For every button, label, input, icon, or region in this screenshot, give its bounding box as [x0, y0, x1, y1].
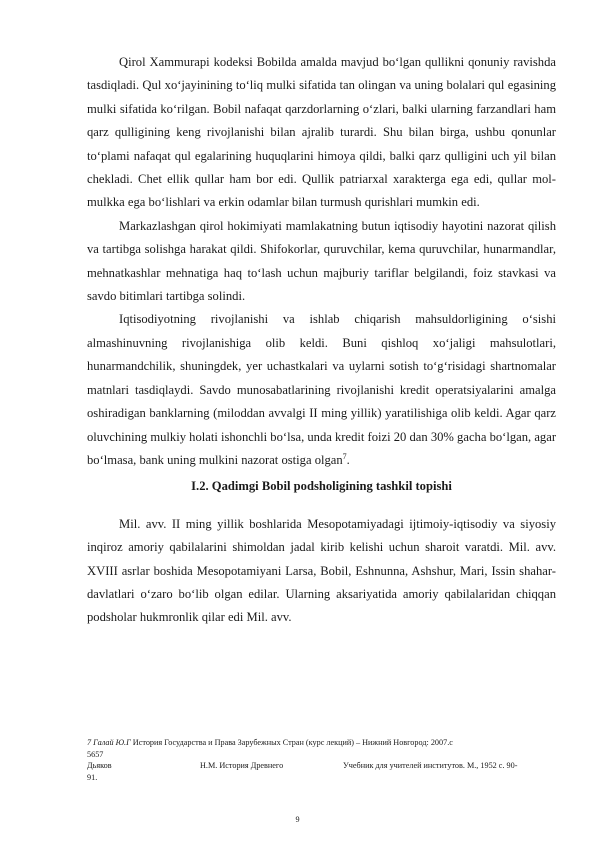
footnote-author-2: Дьяков	[87, 761, 112, 770]
paragraph-3-text: Iqtisodiyotning rivojlanishi va ishlab chiqarish mahsuldorligining o‘sishi almashinuvning rivojlanishiga olib keldi. Buni qishloq xo‘jaligi mahsulotlari, hunarmandchilik, shuningdek, yer uchastkalari va uylarni sotish to‘g‘risidagi shartnomalar matnlari tasdiqlaydi. Savdo munosabatlarining rivojlanishi kredit operatsiyalarini amalga oshiradigan banklarning (miloddan avvalgi II ming yillik) yaratilishiga olib keldi. Agar qarz oluvchining mulkiy holati ishonchli bo‘lsa, unda kredit foizi 20 dan 30% gacha bo‘lgan, agar bo‘lmasa, bank uning mulkini nazorat ostiga olgan	[87, 312, 557, 467]
footnote-reference-row	[87, 760, 556, 772]
footnote-author: Галай Ю.Г	[93, 738, 131, 747]
paragraph-3	[87, 308, 556, 472]
section-heading: I.2. Qadimgi Bobil podsholigining tashkil topishi	[191, 479, 452, 494]
footnote-continuation-2: 91.	[87, 772, 98, 782]
main-text	[87, 51, 556, 630]
footnote-continuation: 5657	[87, 749, 104, 759]
footnote-7	[87, 737, 556, 749]
paragraph-4: Mil. avv. II ming yillik boshlarida Mesopotamiyadagi ijtimoiy-iqtisodiy va siyosiy inqiroz amoriy qabilalarini shimoldan jadal kirib kelishi uchun sharoit varatdi. Mil. avv. XVIII asrlar boshida Mesopotamiyani Larsa, Bobil, Eshnunna, Ashshur, Mari, Issin shahar-davlatlari o‘zaro bo‘lib olgan edilar. Ularning aksariyatida amoriy qabilalaridan chiqqan podsholar hukmronlik qilar edi Mil. avv.	[87, 516, 556, 625]
footnote-ref-7[interactable]: 7	[342, 451, 347, 461]
page-number: 9	[295, 815, 300, 824]
footnotes	[87, 737, 556, 783]
paragraph-3-end: .	[346, 452, 350, 467]
footnote-number: 7	[87, 738, 92, 747]
paragraph-2: Markazlashgan qirol hokimiyati mamlakatning butun iqtisodiy hayotini nazorat qilish va tartibga solishga harakat qildi. Shifokorlar, quruvchilar, kema quruvchilar, hunarmandlar, mehnatkashlar mehnatiga haq to‘lash uchun majburiy tariflar belgilandi, foiz stavkasi va savdo bitimlari tartibga solindi.	[87, 218, 556, 304]
footnote-title-2: Н.М. История Древнего	[200, 761, 284, 770]
paragraph-1: Qirol Xammurapi kodeksi Bobilda amalda mavjud bo‘lgan qullikni qonuniy ravishda tasdiqladi. Qul xo‘jayinining to‘liq mulki sifatida tan olingan va uning bolalari qul egasining mulki sifatida ko‘rilgan. Bobil nafaqat qarzdorlarning o‘zlari, balki ularning farzandlari ham qarz qulligining keng rivojlanishi bilan ajralib turardi. Shu bilan birga, ushbu qonunlar to‘plami nafaqat qul egalarining huquqlarini himoya qildi, balki qarz qulligini uch yil bilan chekladi. Chet ellik qullar ham bor edi. Qullik patriarxal xarakterga ega edi, qullar mol-mulkka ega bo‘lishlari va erkin odamlar bilan turmush qurishlari mumkin edi.	[87, 55, 556, 210]
footnote-text: История Государства и Права Зарубежных Стран (курс лекций) – Нижний Новгород: 2007.c	[132, 738, 453, 747]
footnote-source-2: Учебник для учителей институтов. М., 1952 с. 90-	[343, 761, 518, 770]
